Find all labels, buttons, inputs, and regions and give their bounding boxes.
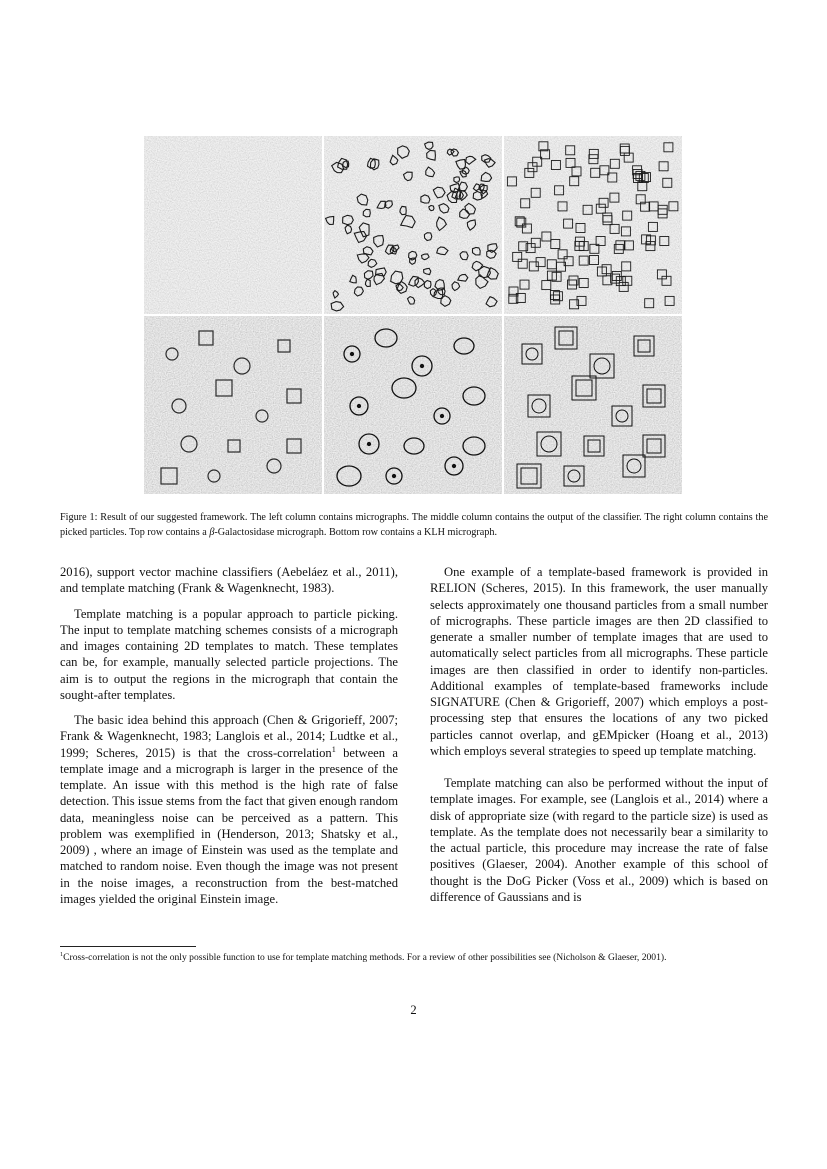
paragraph: 2016), support vector machine classifiers (Aebeláez et al., 2011), and template matching (Frank & Wagenknecht, 1983). — [60, 565, 398, 596]
klh-classifier-center — [393, 475, 396, 478]
paragraph: One example of a template-based framework is provided in RELION (Scheres, 2015). In this framework, the user manually selects approximately one thousand particles from a small number of micrographs. These particle images are then 2D classified to generate a smaller number of template images that are used to automatically select particles from all micrographs. These particle images are then classified in order to identify non-particles. Additional examples of template-based frameworks include SIGNATURE (Chen & Grigorieff, 2007) which employs a post-processing step that ensures the locations of any two picked particles cannot overlap, and gEMpicker (Hoang et al., 2013) which employs several strategies to speed up template matching. — [430, 565, 768, 758]
figure-1 — [144, 136, 682, 494]
paragraph-text: The basic idea behind this approach (Chen & Grigorieff, 2007; Frank & Wagenknecht, 1983; Langlois et al., 2014; Ludtke et al., 1999; Scheres, 2015) is that the cross-correlation — [60, 713, 398, 760]
classifier-output-image — [324, 316, 502, 494]
paragraph: Template matching can also be performed without the input of template images. For example, see (Langlois et al., 2014) where a disk of appropriate size (with regard to the particle size) is used as template. As the template does not necessarily bear a similarity to the actual particle, this procedure may increase the rate of false positives (Glaeser, 2004). Another example of this school of thought is the DoG Picker (Voss et al., 2009) which is based on difference of Gaussians and is — [430, 776, 768, 904]
klh-classifier-center — [421, 365, 424, 368]
klh-classifier-center — [441, 415, 444, 418]
page-number: 2 — [410, 1003, 417, 1017]
paragraph-text-continued: between a template image and a micrograph is larger in the presence of the template. An issue with this method is the high rate of false detection. This issue stems from the fact that given enough random data, meaningless noise can be perceived as a pattern. This problem was exemplified in (Henderson, 2013; Shatsky et al., 2009) , where an image of Einstein was used as the template and matched to random noise. Even though the image was not present in the noise images, a reconstruction from the best-matched images yielded the original Einstein image. — [60, 745, 398, 906]
classifier-output-image — [324, 136, 502, 314]
micrograph-image — [144, 316, 322, 494]
caption-beta-symbol: β — [209, 526, 215, 538]
figure-caption — [60, 511, 768, 540]
left-column — [60, 564, 398, 916]
micrograph-beta-galactosidase — [144, 136, 322, 314]
footnote-text: Cross-correlation is not the only possible function to use for template matching methods. For a review of other possibilities see (Nicholson & Glaeser, 2001). — [63, 952, 667, 963]
classifier-output-klh — [324, 316, 502, 494]
klh-classifier-center — [453, 465, 456, 468]
footnote-mark: 1 — [60, 950, 64, 958]
footnote-marker[interactable]: 1 — [331, 744, 336, 754]
klh-classifier-center — [368, 443, 371, 446]
classifier-output-beta-galactosidase — [324, 136, 502, 314]
micrograph-klh — [144, 316, 322, 494]
caption-text: Figure 1: Result of our suggested framework. The left column contains micrographs. The middle column contains the output of the classifier. The right column contains the picked particles. Top row contains a — [60, 512, 768, 538]
footnote — [60, 952, 770, 964]
paragraph: Template matching is a popular approach to particle picking. The input to template matching schemes consists of a micrograph and images containing 2D templates to match. These templates can be, for example, manually selected particle projections. The aim is to output the regions in the micrograph that contain the sought-after templates. — [60, 606, 398, 702]
klh-classifier-center — [358, 405, 361, 408]
picked-particles-beta-galactosidase — [504, 136, 682, 314]
paragraph — [60, 712, 398, 907]
picked-particles-klh — [504, 316, 682, 494]
klh-classifier-center — [351, 353, 354, 356]
micrograph-image — [144, 136, 322, 314]
picked-particles-image — [504, 136, 682, 314]
footnote-rule — [60, 946, 196, 947]
caption-text-end: -Galactosidase micrograph. Bottom row contains a KLH micrograph. — [214, 526, 498, 538]
picked-particles-image — [504, 316, 682, 494]
right-column — [430, 564, 768, 914]
